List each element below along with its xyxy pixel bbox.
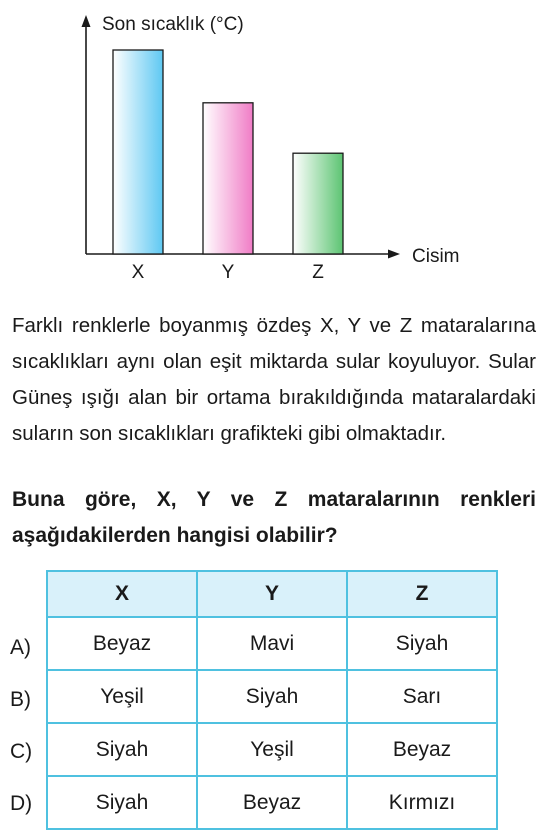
question-prompt: Buna göre, X, Y ve Z mataralarının renkleri aşağıdakilerden hangisi olabilir?: [12, 488, 536, 547]
answer-table: [46, 570, 498, 830]
tick-label-y: Y: [221, 262, 235, 283]
cell-b-z: Sarı: [347, 670, 497, 723]
option-b-label[interactable]: B): [10, 688, 31, 711]
option-a-label[interactable]: A): [10, 636, 31, 659]
cell-c-y: Yeşil: [197, 723, 347, 776]
cell-c-z: Beyaz: [347, 723, 497, 776]
tick-label-z: Z: [312, 262, 324, 283]
table-header-row: [47, 571, 497, 617]
option-d-label[interactable]: D): [10, 792, 33, 815]
bar-chart: [0, 0, 544, 290]
y-axis-arrow-icon: [82, 15, 91, 27]
option-c-label[interactable]: C): [10, 740, 33, 763]
header-x: X: [47, 571, 197, 617]
x-axis-arrow-icon: [388, 250, 400, 259]
x-axis-label: Cisim: [412, 246, 460, 267]
table-row-d[interactable]: [47, 776, 497, 829]
bar-x: [113, 50, 163, 254]
y-axis-label: Son sıcaklık (°C): [102, 14, 244, 35]
cell-a-y: Mavi: [197, 617, 347, 670]
bar-y: [203, 103, 253, 254]
cell-d-y: Beyaz: [197, 776, 347, 829]
cell-b-y: Siyah: [197, 670, 347, 723]
answer-options: [0, 570, 544, 830]
cell-a-z: Siyah: [347, 617, 497, 670]
tick-label-x: X: [131, 262, 145, 283]
header-z: Z: [347, 571, 497, 617]
cell-d-z: Kırmızı: [347, 776, 497, 829]
table-row-c[interactable]: [47, 723, 497, 776]
table-row-a[interactable]: [47, 617, 497, 670]
bar-z: [293, 153, 343, 254]
cell-a-x: Beyaz: [47, 617, 197, 670]
table-row-b[interactable]: [47, 670, 497, 723]
cell-c-x: Siyah: [47, 723, 197, 776]
question-paragraph: Farklı renklerle boyanmış özdeş X, Y ve Z mataralarına sıcaklıkları aynı olan eşit miktarda sular koyuluyor. Sular Güneş ışığı alan bir ortama bırakıldığında mataralardaki suların son sıcaklıkları grafikteki gibi olmaktadır.: [12, 314, 536, 445]
cell-d-x: Siyah: [47, 776, 197, 829]
cell-b-x: Yeşil: [47, 670, 197, 723]
header-y: Y: [197, 571, 347, 617]
